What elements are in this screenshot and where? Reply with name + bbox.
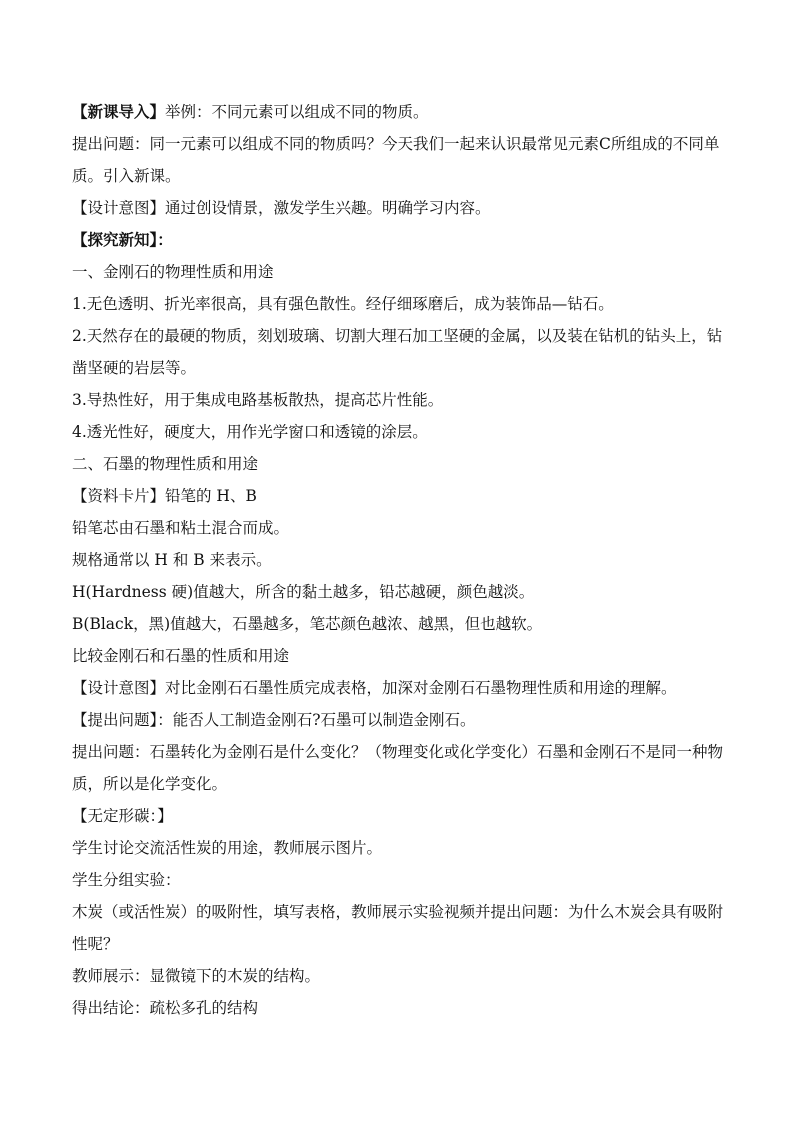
- paragraph-discussion: 学生讨论交流活性炭的用途，教师展示图片。: [72, 839, 383, 857]
- paragraph-question-intro: 提出问题：同一元素可以组成不同的物质吗？今天我们一起来认识最常见元素C所组成的不同单质。引入新课。: [72, 135, 720, 185]
- paragraph-design-intent-1: 【设计意图】通过创设情景，激发学生兴趣。明确学习内容。: [72, 199, 491, 217]
- section-graphite-title: 二、石墨的物理性质和用途: [72, 455, 259, 473]
- info-card-line-1: 铅笔芯由石墨和粘土混合而成。: [72, 519, 290, 537]
- paragraph-teacher-show: 教师展示：显微镜下的木炭的结构。: [72, 967, 321, 985]
- paragraph-question-3: 提出问题：石墨转化为金刚石是什么变化？（物理变化或化学变化）石墨和金刚石不是同一种物质，所以是化学变化。: [72, 743, 724, 793]
- info-card-line-4: B(Black，黑)值越大，石墨越多，笔芯颜色越浓、越黑，但也越软。: [72, 615, 543, 633]
- document-page: [72, 96, 732, 1024]
- paragraph-adsorption: 木炭（或活性炭）的吸附性，填写表格，教师展示实验视频并提出问题：为什么木炭会具有吸附性呢？: [72, 903, 724, 953]
- heading-amorphous-carbon: 【无定形碳：】: [72, 807, 173, 825]
- info-card-title: 【资料卡片】铅笔的 H、B: [72, 487, 257, 505]
- diamond-point-3: 3.导热性好，用于集成电路基板散热，提高芯片性能。: [72, 391, 444, 409]
- paragraph-new-lesson-intro: [72, 96, 732, 128]
- compare-title: 比较金刚石和石墨的性质和用途: [72, 647, 290, 665]
- info-card-line-2: 规格通常以 H 和 B 来表示。: [72, 551, 272, 569]
- section-diamond-title: 一、金刚石的物理性质和用途: [72, 263, 274, 281]
- diamond-point-4: 4.透光性好，硬度大，用作光学窗口和透镜的涂层。: [72, 423, 428, 441]
- paragraph-text: 举例：不同元素可以组成不同的物质。: [165, 103, 429, 121]
- paragraph-group-experiment: 学生分组实验：: [72, 871, 181, 889]
- heading-new-lesson: 【新课导入】: [72, 102, 166, 121]
- heading-explore: 【探究新知】：: [72, 230, 173, 249]
- paragraph-design-intent-2: 【设计意图】对比金刚石石墨性质完成表格，加深对金刚石石墨物理性质和用途的理解。: [72, 679, 677, 697]
- diamond-point-2: 2.天然存在的最硬的物质，刻划玻璃、切割大理石加工坚硬的金属，以及装在钻机的钻头上，钻凿坚硬的岩层等。: [72, 327, 723, 377]
- info-card-line-3: H(Hardness 硬)值越大，所含的黏土越多，铅芯越硬，颜色越淡。: [72, 583, 535, 601]
- diamond-point-1: 1.无色透明、折光率很高，具有强色散性。经仔细琢磨后，成为装饰品—钻石。: [72, 295, 614, 313]
- paragraph-conclusion: 得出结论：疏松多孔的结构: [72, 999, 259, 1017]
- paragraph-question-2: 【提出问题】：能否人工制造金刚石?石墨可以制造金刚石。: [72, 711, 476, 729]
